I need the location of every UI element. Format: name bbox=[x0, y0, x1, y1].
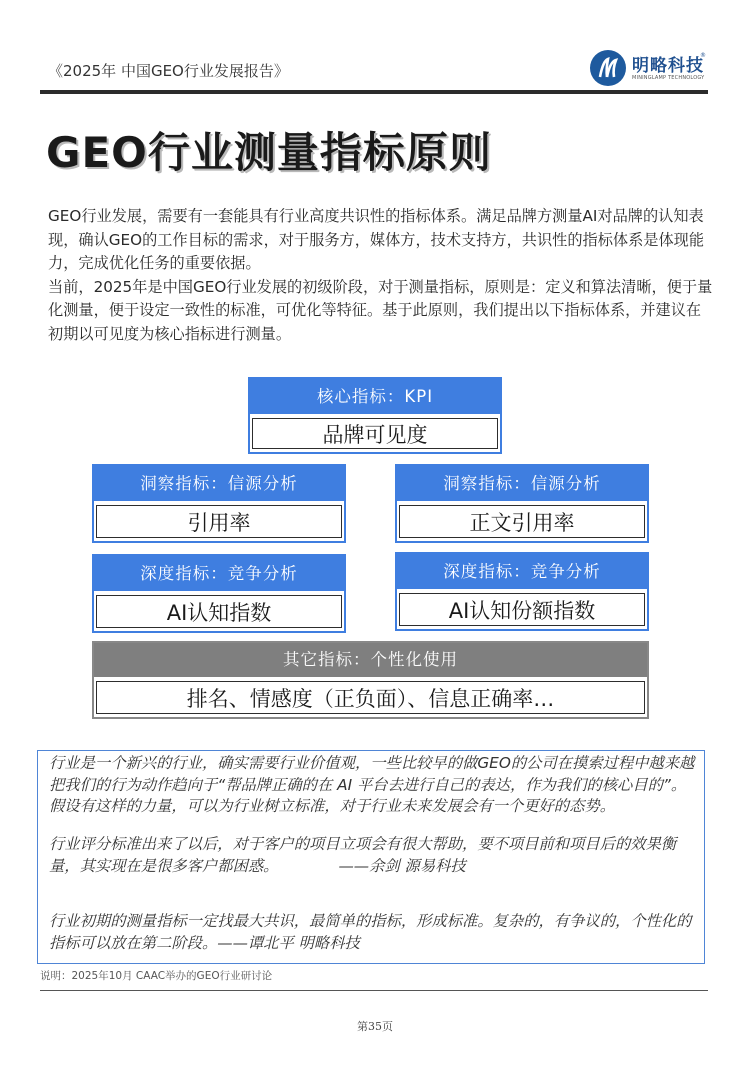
report-title: 《2025年 中国GEO行业发展报告》 bbox=[48, 62, 289, 80]
other-metrics-value: 排名、情感度（正负面）、信息正确率… bbox=[96, 681, 645, 714]
kpi-box bbox=[248, 377, 502, 454]
page-number: 第35页 bbox=[357, 1020, 393, 1033]
kpi-box-header: 核心指标：KPI bbox=[250, 379, 500, 414]
kpi-box-value: 品牌可见度 bbox=[252, 418, 498, 449]
intro-text bbox=[48, 205, 713, 347]
depth-box-left-header: 深度指标：竞争分析 bbox=[94, 556, 344, 591]
insight-box-left-value: 引用率 bbox=[96, 505, 342, 538]
depth-box-left bbox=[92, 554, 346, 633]
depth-box-right-header: 深度指标：竞争分析 bbox=[397, 554, 647, 589]
intro-paragraph-1: GEO行业发展，需要有一套能具有行业高度共识性的指标体系。满足品牌方测量AI对品牌的认知表现，确认GEO的工作目标的需求，对于服务方，媒体方，技术支持方，共识性的指标体系是体现能力，完成优化任务的重要依据。 bbox=[48, 207, 705, 273]
depth-box-left-value: AI认知指数 bbox=[96, 595, 342, 628]
insight-box-right-value: 正文引用率 bbox=[399, 505, 645, 538]
intro-paragraph-2: 当前，2025年是中国GEO行业发展的初级阶段，对于测量指标，原则是：定义和算法清晰，便于量化测量，便于设定一致性的标准，可优化等特征。基于此原则，我们提出以下指标体系，并建议在初期以可见度为核心指标进行测量。 bbox=[48, 277, 713, 343]
insight-box-right-header: 洞察指标：信源分析 bbox=[397, 466, 647, 501]
quote-box bbox=[37, 750, 705, 964]
footer-divider bbox=[40, 990, 708, 991]
logo-name: 明略科技 bbox=[632, 56, 704, 76]
quote-2-text: 行业评分标准出来了以后，对于客户的项目立项会有很大帮助，要不项目前和项目后的效果衡量，其实现在是很多客户都困惑。 bbox=[49, 835, 677, 875]
insight-box-right bbox=[395, 464, 649, 543]
source-note: 说明：2025年10月 CAAC举办的GEO行业研讨论 bbox=[40, 970, 273, 982]
insight-box-left-header: 洞察指标：信源分析 bbox=[94, 466, 344, 501]
quote-3: 行业初期的测量指标一定找最大共识，最简单的指标，形成标准。复杂的，有争议的，个性化的指标可以放在第二阶段。——谭北平 明略科技 bbox=[49, 912, 692, 952]
page-title: GEO行业测量指标原则 bbox=[46, 128, 492, 177]
logo-registered: ® bbox=[700, 52, 706, 59]
depth-box-right-value: AI认知份额指数 bbox=[399, 593, 645, 626]
header-divider bbox=[40, 90, 708, 94]
logo-subtitle: MININGLAMP TECHNOLOGY bbox=[632, 75, 705, 81]
insight-box-left bbox=[92, 464, 346, 543]
company-logo bbox=[590, 50, 708, 88]
depth-box-right bbox=[395, 552, 649, 631]
quote-1: 行业是一个新兴的行业，确实需要行业价值观，一些比较早的做GEO的公司在摸索过程中越来越把我们的行为动作趋向于“帮品牌正确的在 AI 平台去进行自己的表达，作为我们的核心目的”。假设有这样的力量，可以为行业树立标准，对于行业未来发展会有一个更好的态势。 bbox=[49, 754, 695, 815]
quote-2 bbox=[49, 834, 695, 877]
other-metrics-box bbox=[92, 641, 649, 719]
other-metrics-header: 其它指标：个性化使用 bbox=[94, 643, 647, 677]
quote-2-author: ——余剑 源易科技 bbox=[338, 856, 466, 875]
logo-mark-icon bbox=[590, 50, 626, 86]
